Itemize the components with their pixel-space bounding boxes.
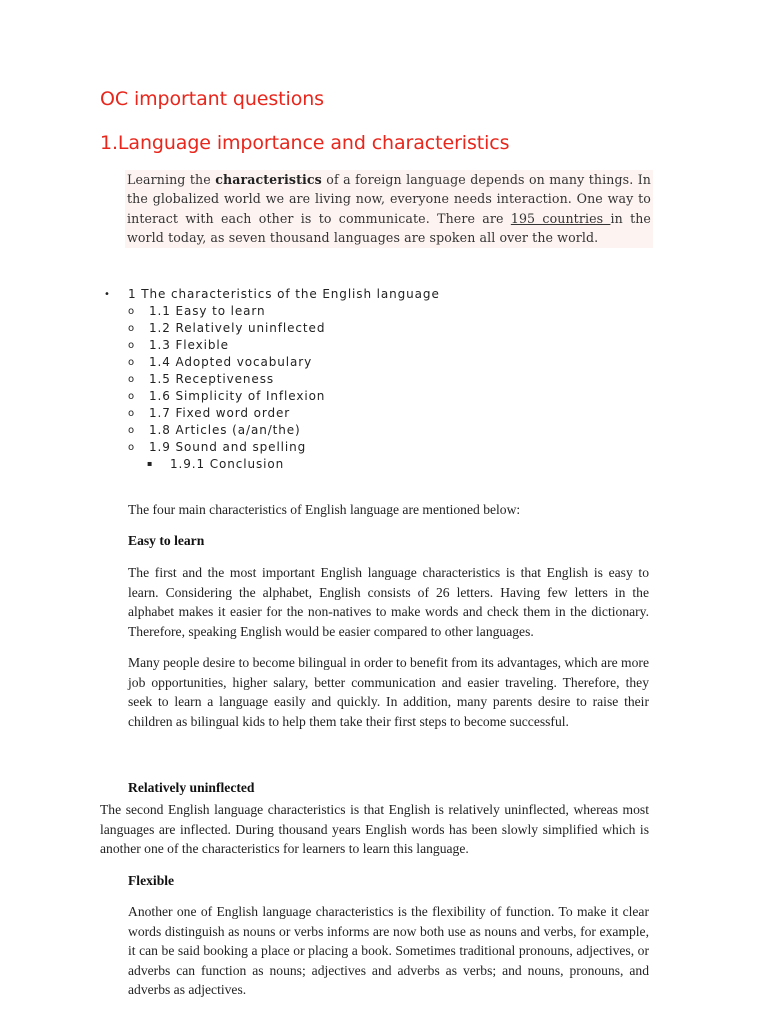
toc-item-label: 1 The characteristics of the English language [128,287,440,301]
toc-item[interactable] [100,388,440,405]
circle-bullet-icon: o [128,425,135,436]
circle-bullet-icon: o [128,340,135,351]
heading-flexible: Flexible [128,873,175,888]
paragraph-uninflected: The second English language characteristics is that English is relatively uninflected, whereas most languages are inflected. During thousand years English words has been slowly simplified which is another one of the characteristics for learners to learn this language. [100,802,649,857]
section-title: 1.Language importance and characteristics [100,132,510,154]
circle-bullet-icon: o [128,374,135,385]
circle-bullet-icon: o [128,391,135,402]
paragraph-flexible: Another one of English language characteristics is the flexibility of function. To make it clear words distinguish as nouns or verbs informs are now both use as nouns and verbs, for example, it can be said booking a place or placing a book. Sometimes traditional pronouns, adjectives, or adverbs can function as nouns; adjectives and adverbs as verbs; and nouns, pronouns, and adverbs as adjectives. [128,904,649,998]
toc-item-label: 1.7 Fixed word order [149,406,291,420]
toc-item[interactable] [100,320,440,337]
toc-item-label: 1.9 Sound and spelling [149,440,307,454]
intro-paragraph [125,170,653,248]
intro-underlined-link[interactable]: 195 countries [510,210,611,226]
document-title: OC important questions [100,88,324,110]
heading-relatively-uninflected: Relatively uninflected [128,780,255,795]
toc-item-label: 1.5 Receptiveness [149,372,274,386]
intro-text-2: of a foreign language depends on many things. In the globalized world we are living now, everyone needs interaction. One way to interact with each other is to communicate. There are [127,172,651,226]
toc-item[interactable] [100,439,440,456]
toc-item[interactable] [100,405,440,422]
square-bullet-icon: ▪ [147,459,153,468]
toc-item[interactable] [100,337,440,354]
toc-item-label: 1.6 Simplicity of Inflexion [149,389,326,403]
toc-item[interactable] [100,354,440,371]
toc-subitem[interactable] [100,456,440,473]
toc-item-label: 1.8 Articles (a/an/the) [149,423,301,437]
paragraph-easy-1: The first and the most important English language characteristics is that English is easy to learn. Considering the alphabet, English consists of 26 letters. Having few letters in the alphabet makes it easier for the non-natives to make words and check them in the dictionary. Therefore, speaking English would be easier compared to other languages. [128,565,649,639]
circle-bullet-icon: o [128,323,135,334]
toc-item[interactable] [100,303,440,320]
toc-item-label: 1.3 Flexible [149,338,229,352]
toc-item[interactable] [100,422,440,439]
toc-item[interactable] [100,371,440,388]
heading-easy-to-learn: Easy to learn [128,533,205,548]
toc-item-label: 1.1 Easy to learn [149,304,266,318]
toc-item-label: 1.4 Adopted vocabulary [149,355,313,369]
lead-paragraph: The four main characteristics of English language are mentioned below: [128,502,521,517]
toc-item-label: 1.2 Relatively uninflected [149,321,326,335]
circle-bullet-icon: o [128,357,135,368]
toc-item-main[interactable] [100,286,440,303]
circle-bullet-icon: o [128,408,135,419]
intro-text-3: in the world today, as seven thousand languages are spoken all over the world. [127,210,651,246]
circle-bullet-icon: o [128,306,135,317]
table-of-contents [100,286,440,473]
intro-text-1: Learning the [127,172,216,187]
circle-bullet-icon: o [128,442,135,453]
bullet-icon: • [104,289,111,300]
intro-bold-term: characteristics [215,172,322,187]
toc-item-label: 1.9.1 Conclusion [170,457,285,471]
paragraph-easy-2: Many people desire to become bilingual in order to benefit from its advantages, which are more job opportunities, higher salary, better communication and easier traveling. Therefore, they seek to learn a language easily and quickly. In addition, many parents desire to raise their children as bilingual kids to help them take their first steps to become successful. [128,655,649,729]
